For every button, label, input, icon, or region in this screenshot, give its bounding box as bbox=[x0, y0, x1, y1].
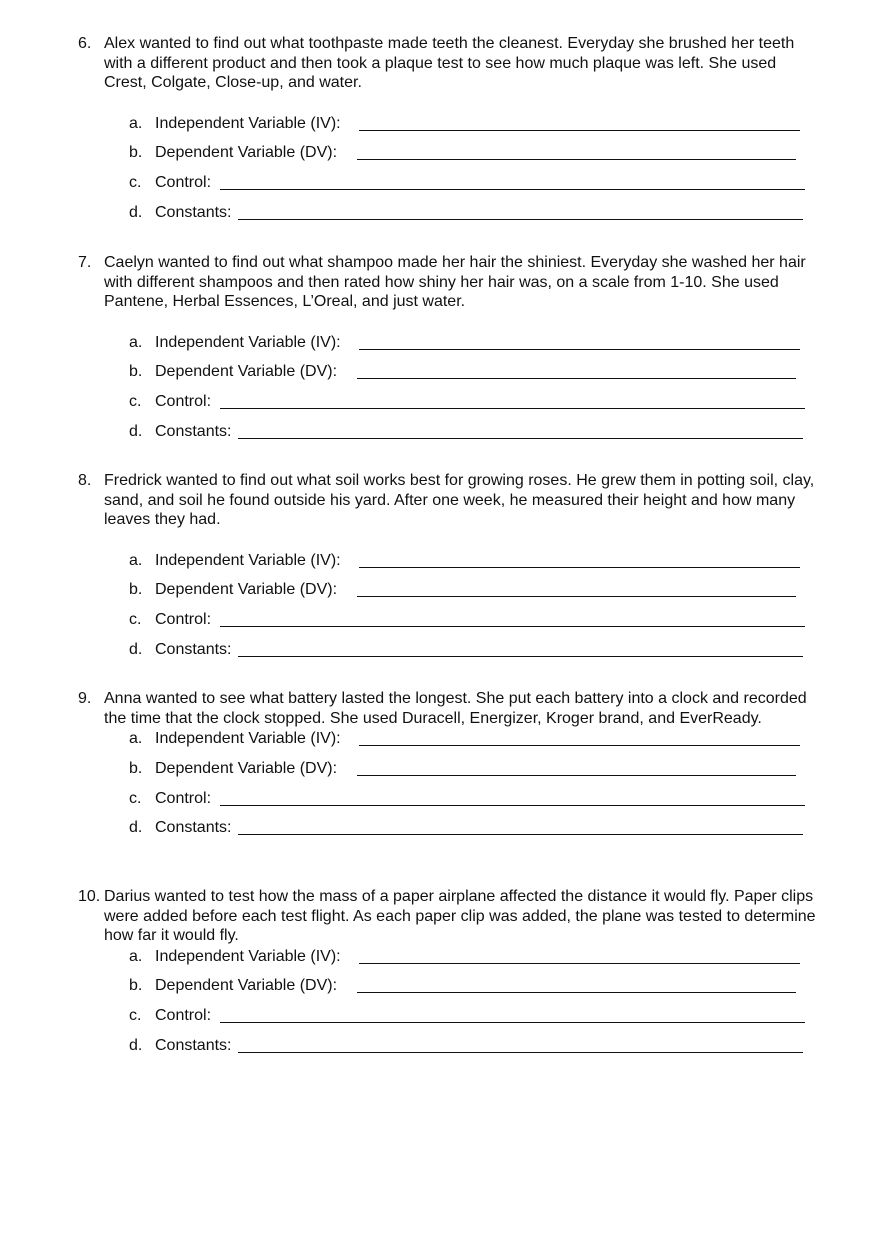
control-answer-blank[interactable] bbox=[220, 805, 805, 806]
item-label: Independent Variable (IV): bbox=[155, 947, 341, 965]
answer-item-iv bbox=[78, 947, 838, 977]
item-letter: c. bbox=[129, 611, 142, 629]
item-label: Control: bbox=[155, 174, 212, 192]
constants-answer-blank[interactable] bbox=[238, 1052, 803, 1053]
answer-item-constants bbox=[78, 422, 838, 452]
item-letter: d. bbox=[129, 1036, 143, 1054]
item-label: Constants: bbox=[155, 640, 232, 658]
question-10 bbox=[78, 887, 838, 1066]
item-letter: b. bbox=[129, 363, 143, 381]
dv-answer-blank[interactable] bbox=[357, 992, 796, 993]
item-letter: b. bbox=[129, 977, 143, 995]
item-letter: a. bbox=[129, 333, 143, 351]
question-prompt: Fredrick wanted to find out what soil works best for growing roses. He grew them in potting soil, clay, sand, and soil he found outside his yard. After one week, he measured their height and how many leaves they had. bbox=[104, 472, 815, 528]
item-label: Independent Variable (IV): bbox=[155, 551, 341, 569]
answer-item-constants bbox=[78, 203, 838, 233]
control-answer-blank[interactable] bbox=[220, 189, 805, 190]
constants-answer-blank[interactable] bbox=[238, 219, 803, 220]
constants-answer-blank[interactable] bbox=[238, 438, 803, 439]
item-label: Control: bbox=[155, 1007, 212, 1025]
question-number: 6. bbox=[78, 35, 92, 52]
question-number: 7. bbox=[78, 254, 92, 271]
item-letter: c. bbox=[129, 174, 142, 192]
answer-item-control bbox=[78, 789, 838, 819]
item-label: Dependent Variable (DV): bbox=[155, 759, 338, 777]
question-prompt: Caelyn wanted to find out what shampoo made her hair the shiniest. Everyday she washed her hair with different shampoos and then rated how shiny her hair was, on a scale from 1-10. She used Pantene, Herbal Essences, L’Oreal, and just water. bbox=[104, 254, 806, 310]
iv-answer-blank[interactable] bbox=[359, 349, 800, 350]
item-label: Constants: bbox=[155, 422, 232, 440]
question-number: 8. bbox=[78, 472, 92, 489]
answer-item-control bbox=[78, 610, 838, 640]
item-label: Dependent Variable (DV): bbox=[155, 977, 338, 995]
item-letter: c. bbox=[129, 789, 142, 807]
answer-item-dv bbox=[78, 759, 838, 789]
iv-answer-blank[interactable] bbox=[359, 130, 800, 131]
answer-item-dv bbox=[78, 976, 838, 1006]
answer-item-constants bbox=[78, 640, 838, 670]
answer-list bbox=[78, 947, 838, 1066]
item-letter: d. bbox=[129, 819, 143, 837]
item-label: Dependent Variable (DV): bbox=[155, 581, 338, 599]
question-prompt: Anna wanted to see what battery lasted the longest. She put each battery into a clock and recorded the time that the clock stopped. She used Duracell, Energizer, Kroger brand, and EverReady. bbox=[104, 690, 807, 727]
item-letter: b. bbox=[129, 144, 143, 162]
item-label: Dependent Variable (DV): bbox=[155, 144, 338, 162]
answer-list bbox=[78, 333, 838, 452]
answer-item-iv bbox=[78, 333, 838, 363]
dv-answer-blank[interactable] bbox=[357, 775, 796, 776]
item-label: Constants: bbox=[155, 819, 232, 837]
answer-item-control bbox=[78, 1006, 838, 1036]
item-letter: c. bbox=[129, 1007, 142, 1025]
iv-answer-blank[interactable] bbox=[359, 963, 800, 964]
item-letter: a. bbox=[129, 730, 143, 747]
constants-answer-blank[interactable] bbox=[238, 834, 803, 835]
item-label: Constants: bbox=[155, 203, 232, 221]
answer-item-constants bbox=[78, 818, 838, 848]
question-prompt: Alex wanted to find out what toothpaste made teeth the cleanest. Everyday she brushed her teeth with a different product and then took a plaque test to see how much plaque was left. She used Crest, Colgate, Close-up, and water. bbox=[104, 35, 795, 91]
question-number: 9. bbox=[78, 690, 92, 707]
answer-item-control bbox=[78, 173, 838, 203]
answer-item-constants bbox=[78, 1036, 838, 1066]
item-letter: d. bbox=[129, 422, 143, 440]
answer-item-dv bbox=[78, 580, 838, 610]
control-answer-blank[interactable] bbox=[220, 408, 805, 409]
question-7 bbox=[78, 253, 838, 452]
question-number: 10. bbox=[78, 888, 101, 905]
dv-answer-blank[interactable] bbox=[357, 378, 796, 379]
item-letter: b. bbox=[129, 581, 143, 599]
item-letter: a. bbox=[129, 114, 143, 132]
item-label: Control: bbox=[155, 393, 212, 411]
answer-item-iv bbox=[78, 551, 838, 581]
question-prompt: Darius wanted to test how the mass of a paper airplane affected the distance it would fly. Paper clips were added before each test flight. As each paper clip was added, the plane was tested to determine how far it would fly. bbox=[104, 888, 816, 944]
answer-item-iv bbox=[78, 114, 838, 144]
answer-item-dv bbox=[78, 362, 838, 392]
item-label: Constants: bbox=[155, 1036, 232, 1054]
answer-list bbox=[78, 551, 838, 670]
question-8 bbox=[78, 471, 838, 670]
question-9 bbox=[78, 689, 838, 848]
iv-answer-blank[interactable] bbox=[359, 567, 800, 568]
answer-list bbox=[78, 729, 838, 848]
question-6 bbox=[78, 34, 838, 233]
item-letter: d. bbox=[129, 640, 143, 658]
item-label: Independent Variable (IV): bbox=[155, 333, 341, 351]
item-label: Control: bbox=[155, 789, 212, 807]
item-label: Dependent Variable (DV): bbox=[155, 363, 338, 381]
answer-item-control bbox=[78, 392, 838, 422]
item-label: Independent Variable (IV): bbox=[155, 114, 341, 132]
item-letter: d. bbox=[129, 203, 143, 221]
iv-answer-blank[interactable] bbox=[359, 745, 800, 746]
item-letter: a. bbox=[129, 551, 143, 569]
control-answer-blank[interactable] bbox=[220, 626, 805, 627]
dv-answer-blank[interactable] bbox=[357, 159, 796, 160]
control-answer-blank[interactable] bbox=[220, 1022, 805, 1023]
item-letter: a. bbox=[129, 947, 143, 965]
answer-item-dv bbox=[78, 143, 838, 173]
constants-answer-blank[interactable] bbox=[238, 656, 803, 657]
item-letter: c. bbox=[129, 393, 142, 411]
item-label: Control: bbox=[155, 611, 212, 629]
item-label: Independent Variable (IV): bbox=[155, 730, 341, 747]
dv-answer-blank[interactable] bbox=[357, 596, 796, 597]
item-letter: b. bbox=[129, 759, 143, 777]
answer-list bbox=[78, 114, 838, 233]
answer-item-iv bbox=[78, 729, 838, 759]
